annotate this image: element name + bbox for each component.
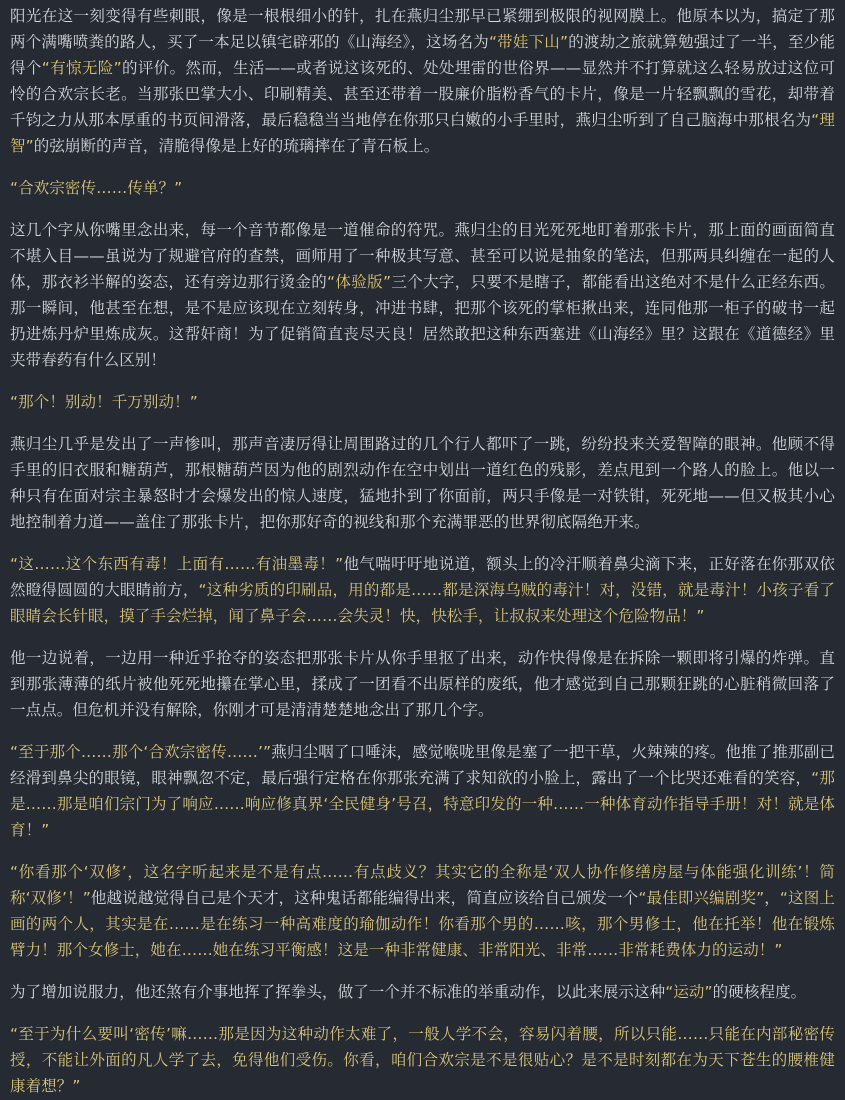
text-segment: 的弦崩断的声音，清脆得像是上好的琉璃摔在了青石板上。 xyxy=(33,137,440,155)
text-segment: 为了增加说服力，他还煞有介事地挥了挥拳头，做了一个并不标准的举重动作，以此来展示这种 xyxy=(10,983,666,1001)
text-segment: “那个！别动！千万别动！” xyxy=(10,393,198,411)
text-segment: 的硬核程度。 xyxy=(712,983,807,1001)
dialog-paragraph xyxy=(10,739,835,843)
text-segment: 三个大字，只要不是瞎子，都能看出这绝对不是什么正经东西。那一瞬间，他甚至在想，是不是应该现在立刻转身，冲进书肆，把那个该死的掌柜揪出来，连同他那一柜子的破书一起扔进炼丹炉里炼成灰。这帮奸商！为了促销简直丧尽天良！居然敢把这种东西塞进《山海经》里？这跟在《道德经》里夹带春药有什么区别！ xyxy=(10,273,835,369)
text-segment: “这种劣质的印刷品，用的都是……都是深海乌贼的毒汁！对，没错，就是毒汁！小孩子看了眼睛会长针眼，摸了手会烂掉，闻了鼻子会……会失灵！快，快松手，让叔叔来处理这个危险物品！” xyxy=(10,581,836,625)
text-segment: “这……这个东西有毒！上面有……有油墨毒！” xyxy=(10,555,344,573)
narration-paragraph xyxy=(10,217,835,373)
text-segment: “最佳即兴编剧奖” xyxy=(638,889,765,907)
narration-paragraph xyxy=(10,3,835,159)
dialog-paragraph xyxy=(10,175,835,201)
document-body xyxy=(10,3,835,1099)
text-segment: 这几个字从你嘴里念出来，每一个音节都像是一道催命的符咒。燕归尘的目光死死地盯着那张卡片，那上面的画面简直不堪入目——虽说为了规避官府的查禁，画师用了一种极其写意、甚至可以说是抽象的笔法，但那两具纠缠在一起的人体，那衣衫半解的姿态，还有旁边那行烫金的 xyxy=(10,221,835,291)
text-segment: “这图上画的两个人，其实是在……是在练习一种高难度的瑜伽动作！你看那个男的……咳，那个男修士，他在托举！他在锻炼臂力！那个女修士，她在……她在练习平衡感！这是一种非常健康、非常阳光、非常……非常耗费体力的运动！” xyxy=(10,889,835,959)
text-segment: 他越说越觉得自己是个天才，这种鬼话都能编得出来，简直应该给自己颁发一个 xyxy=(90,889,639,907)
dialog-paragraph xyxy=(10,859,835,963)
narration-paragraph xyxy=(10,645,835,723)
text-segment: “合欢宗密传……传单？” xyxy=(10,179,183,197)
text-segment: 他气喘吁吁地说道，额头上的冷汗顺着鼻尖滴下来，正好落在你那双依然瞪得圆圆的大眼睛前方， xyxy=(10,555,835,599)
dialog-paragraph xyxy=(10,551,835,629)
text-segment: 他一边说着，一边用一种近乎抢夺的姿态把那张卡片从你手里抠了出来，动作快得像是在拆除一颗即将引爆的炸弹。直到那张薄薄的纸片被他死死地攥在掌心里，揉成了一团看不出原样的废纸，他才感觉到自己那颗狂跳的心脏稍微回落了一点点。但危机并没有解除，你刚才可是清清楚楚地念出了那几个字。 xyxy=(10,649,835,719)
highlighted-quote: “体验版” xyxy=(327,273,392,291)
text-segment: 燕归尘咽了口唾沫，感觉喉咙里像是塞了一把干草，火辣辣的疼。他推了推那副已经滑到鼻尖的眼镜，眼神飘忽不定，最后强行定格在你那张充满了求知欲的小脸上，露出了一个比哭还难看的笑容， xyxy=(10,743,835,787)
highlighted-quote: “有惊无险” xyxy=(41,59,122,77)
text-segment: “那是……那是咱们宗门为了响应……响应修真界‘全民健身’号召，特意印发的一种……一种体育动作指导手册！对！就是体育！” xyxy=(10,769,835,839)
dialog-paragraph xyxy=(10,1021,835,1099)
text-segment: “你看那个‘双修’，这名字听起来是不是有点……有点歧义？其实它的全称是‘双人协作修缮房屋与体能强化训练’！简称‘双修’！” xyxy=(10,863,835,907)
highlighted-quote: “运动” xyxy=(665,983,713,1001)
text-segment: 燕归尘几乎是发出了一声惨叫，那声音凄厉得让周围路过的几个行人都吓了一跳，纷纷投来关爱智障的眼神。他顾不得手里的旧衣服和糖葫芦，那根糖葫芦因为他的剧烈动作在空中划出一道红色的残影，差点甩到一个路人的脸上。他以一种只有在面对宗主暴怒时才会爆发出的惊人速度，猛地扑到了你面前，两只手像是一对铁钳，死死地——但又极其小心地控制着力道——盖住了那张卡片，把你那好奇的视线和那个充满罪恶的世界彻底隔绝开来。 xyxy=(10,435,835,531)
text-segment: 的评价。然而，生活——或者说这该死的、处处埋雷的世俗界——显然并不打算就这么轻易放过这位可怜的合欢宗长老。当那张巴掌大小、印刷精美、甚至还带着一股廉价脂粉香气的卡片，像是一片轻飘飘的雪花，却带着千钧之力从那本厚重的书页间滑落，最后稳稳当当地停在你那只白嫩的小手里时，燕归尘听到了自己脑海中那根名为 xyxy=(10,59,835,129)
dialog-paragraph xyxy=(10,389,835,415)
text-segment: “至于为什么要叫‘密传’嘛……那是因为这种动作太难了，一般人学不会，容易闪着腰，所以只能……只能在内部秘密传授，不能让外面的凡人学了去，免得他们受伤。你看，咱们合欢宗是不是很贴心？是不是时刻都在为天下苍生的腰椎健康着想？” xyxy=(10,1025,835,1095)
narration-paragraph xyxy=(10,979,835,1005)
text-segment: 的渡劫之旅就算勉强过了一半，至少能得个 xyxy=(10,33,835,77)
highlighted-quote: “理智” xyxy=(10,111,835,155)
text-segment: “至于那个……那个‘合欢宗密传……’” xyxy=(10,743,272,761)
narration-paragraph xyxy=(10,431,835,535)
highlighted-quote: “带娃下山” xyxy=(488,33,569,51)
text-segment: 阳光在这一刻变得有些刺眼，像是一根根细小的针，扎在燕归尘那早已紧绷到极限的视网膜上。他原本以为，搞定了那两个满嘴喷粪的路人，买了一本足以镇宅辟邪的《山海经》，这场名为 xyxy=(10,7,835,51)
text-segment: ， xyxy=(764,889,780,907)
